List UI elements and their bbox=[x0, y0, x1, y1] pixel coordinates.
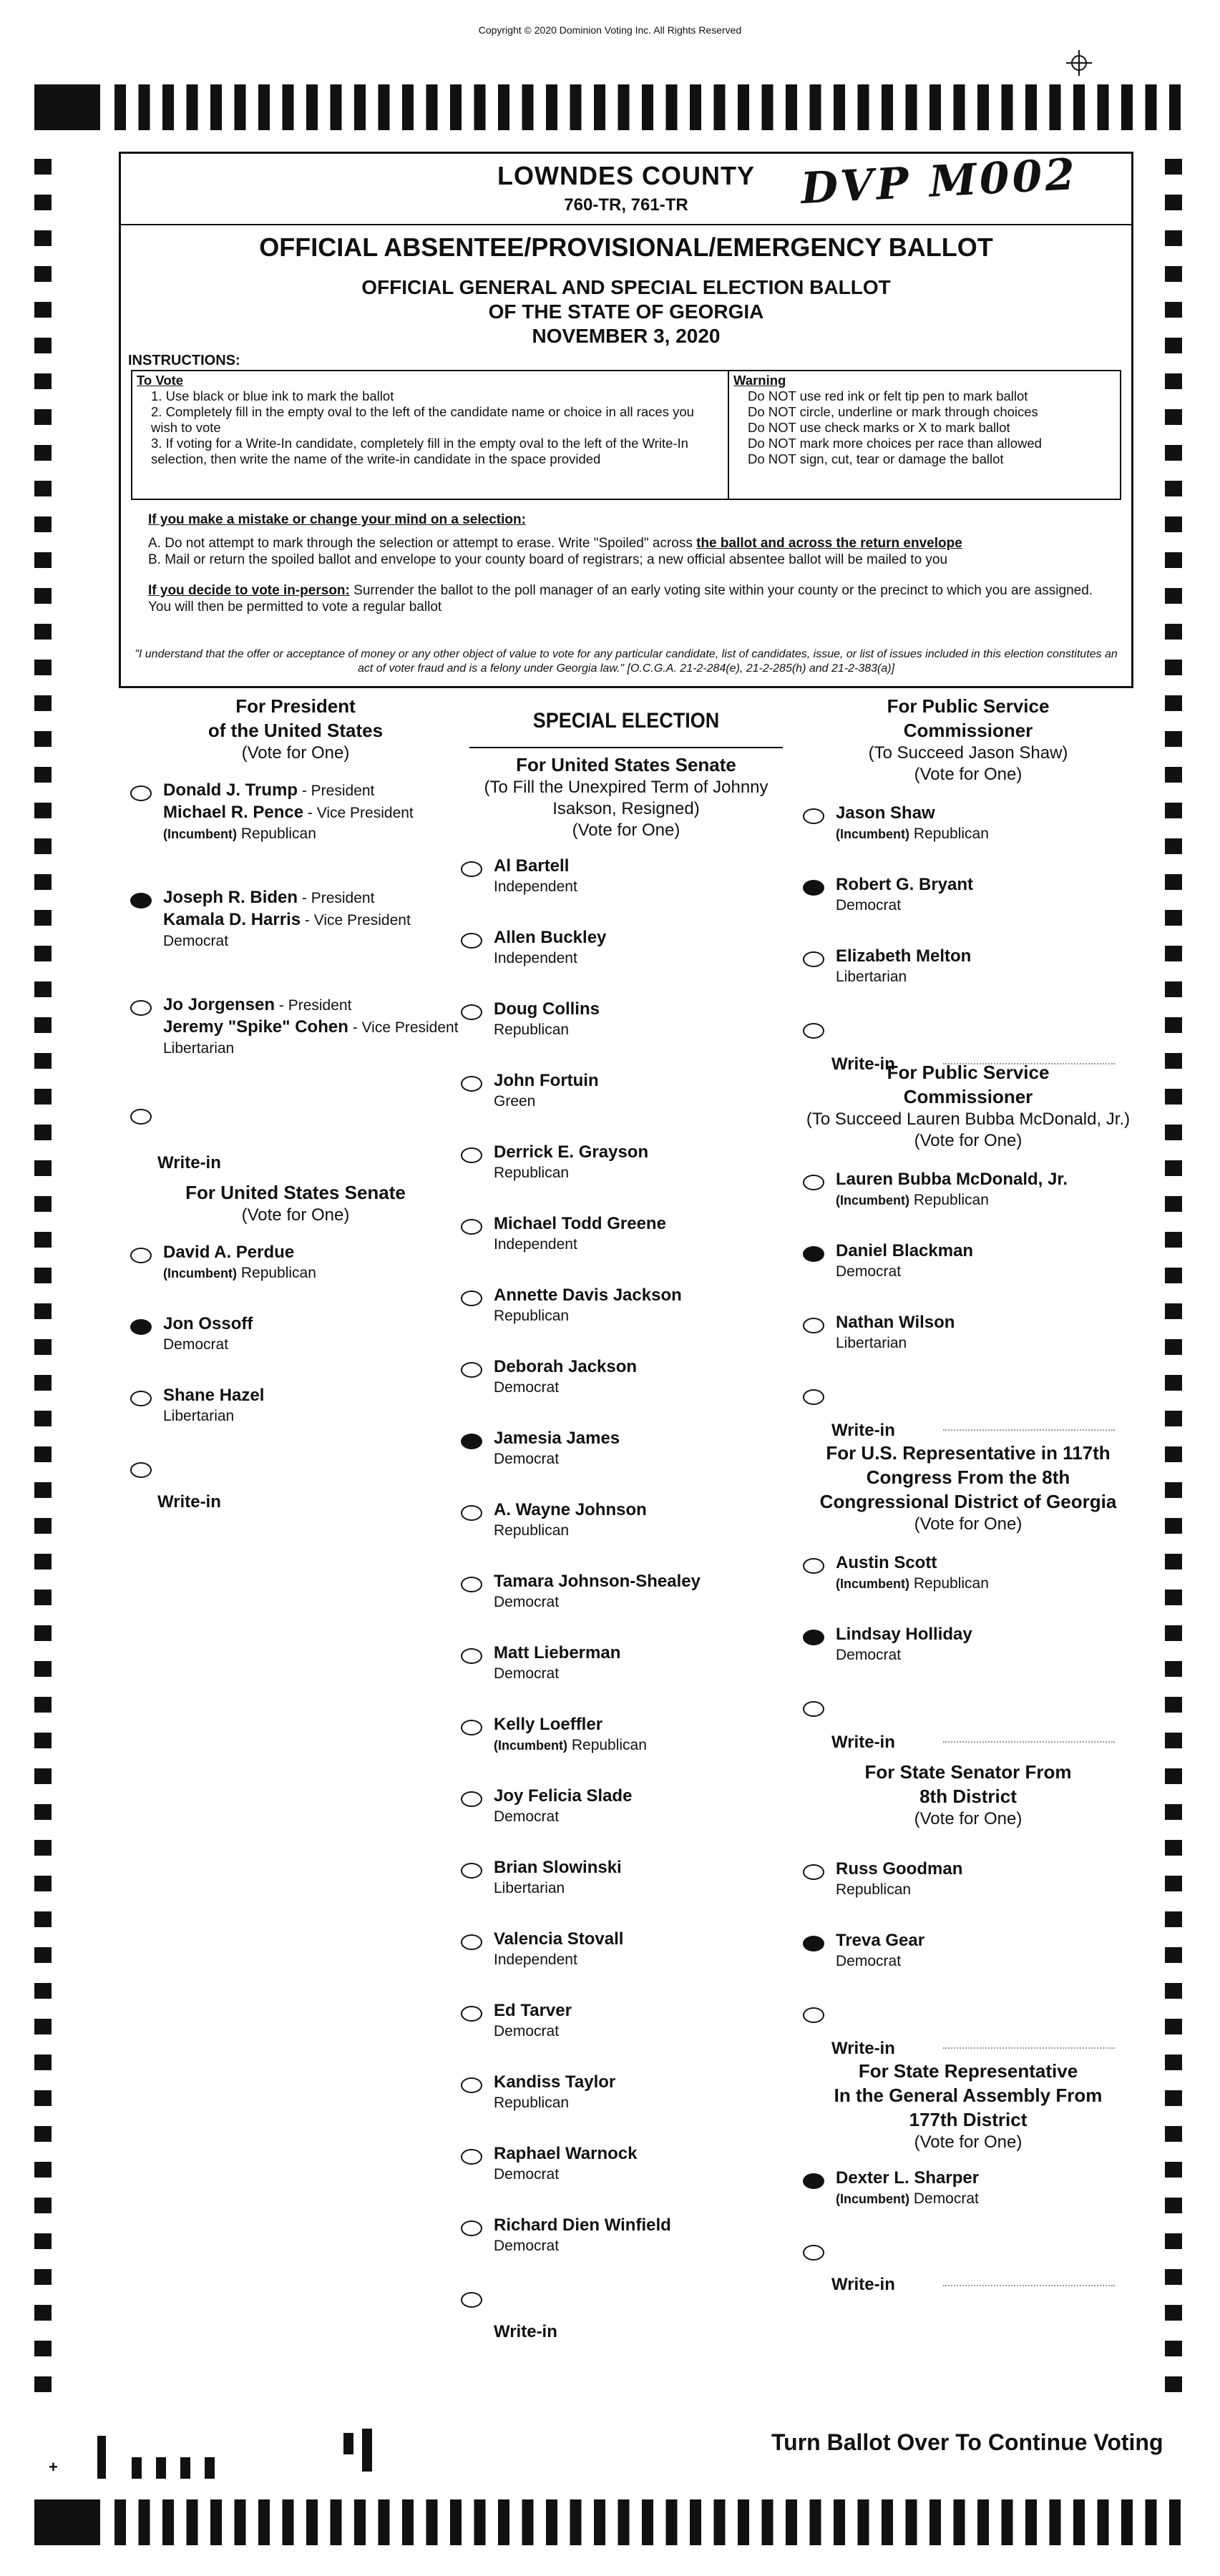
candidate-option[interactable] bbox=[458, 856, 794, 927]
party-label: Republican bbox=[913, 826, 989, 842]
candidate-option[interactable] bbox=[800, 874, 1136, 946]
party-label: Democrat bbox=[494, 1665, 560, 1682]
candidate-name: Derrick E. Grayson bbox=[494, 1142, 649, 1162]
candidate-party bbox=[494, 1449, 794, 1469]
ballot-oval[interactable] bbox=[461, 1291, 482, 1306]
candidate-party bbox=[494, 2236, 794, 2256]
candidate-name: Michael Todd Greene bbox=[494, 1214, 666, 1233]
race-subtitle: (To Fill the Unexpired Term of Johnny Isakson, Resigned) bbox=[484, 778, 768, 818]
ballot-oval[interactable] bbox=[803, 951, 824, 967]
candidate-option[interactable] bbox=[458, 1786, 794, 1857]
turn-ballot-over-note: Turn Ballot Over To Continue Voting bbox=[771, 2429, 1163, 2455]
race-title: For Public Service Commissioner bbox=[887, 695, 1050, 741]
candidate-name: Elizabeth Melton bbox=[836, 946, 972, 966]
candidate-option[interactable] bbox=[458, 1714, 794, 1786]
mistake-instructions bbox=[148, 511, 1114, 615]
vote-for-note: (Vote for One) bbox=[241, 743, 350, 763]
ballot-oval[interactable] bbox=[461, 1147, 482, 1163]
to-vote-instructions bbox=[132, 371, 729, 499]
party-label: Democrat bbox=[836, 1263, 902, 1280]
ballot-oval[interactable] bbox=[803, 1701, 824, 1717]
candidate-party bbox=[494, 1163, 794, 1183]
candidate-option[interactable] bbox=[458, 927, 794, 999]
candidate-name: Joy Felicia Slade bbox=[494, 1786, 633, 1806]
candidate-option[interactable] bbox=[800, 1624, 1136, 1695]
party-label: Libertarian bbox=[494, 1880, 565, 1896]
candidate-name: Valencia Stovall bbox=[494, 1929, 624, 1949]
ballot-oval[interactable] bbox=[461, 1004, 482, 1020]
ballot-oval[interactable] bbox=[461, 1863, 482, 1879]
party-label: Republican bbox=[494, 1165, 570, 1181]
candidate-option[interactable] bbox=[458, 1356, 794, 1428]
in-person-text: Surrender the ballot to the poll manager of an early voting site within your county or the precinct to which you are assigned. You will then be permitted to vote a regular ballot bbox=[148, 583, 1093, 614]
ballot-oval[interactable] bbox=[803, 2007, 824, 2023]
ballot-oval[interactable] bbox=[803, 1864, 824, 1880]
candidate-name: Deborah Jackson bbox=[494, 1357, 638, 1376]
candidate-option[interactable]: Jo Jorgensen - President Jeremy "Spike" Cohen - Vice President Libertarian bbox=[127, 994, 464, 1087]
registration-crosshair-icon bbox=[1066, 50, 1092, 76]
write-in-option[interactable] bbox=[800, 1017, 1136, 1096]
candidate-option[interactable]: Shane Hazel Libertarian bbox=[127, 1385, 464, 1456]
race-state-rep bbox=[800, 2059, 1136, 2318]
to-vote-step: 2. Completely fill in the empty oval to the left of the candidate name or choice in all races you wish to vote bbox=[151, 404, 694, 435]
race-subtitle: (To Succeed Lauren Bubba McDonald, Jr.) bbox=[806, 1110, 1131, 1129]
race-subtitle: (To Succeed Jason Shaw) bbox=[868, 743, 1068, 763]
candidate-option[interactable]: David A. Perdue (Incumbent) Republican bbox=[127, 1242, 464, 1313]
special-election-heading: SPECIAL ELECTION bbox=[532, 709, 720, 733]
ballot-oval[interactable] bbox=[130, 1391, 152, 1406]
candidate-list bbox=[800, 803, 1136, 1017]
candidate-option[interactable] bbox=[800, 803, 1136, 874]
candidate-option[interactable] bbox=[458, 2072, 794, 2143]
party-label: Democrat bbox=[494, 2166, 560, 2183]
party-label: Democrat bbox=[913, 2190, 979, 2207]
party-label: Green bbox=[494, 1093, 536, 1110]
candidate-list bbox=[800, 1858, 1136, 2002]
party-label: Republican bbox=[494, 1522, 570, 1539]
candidate-party bbox=[494, 2165, 794, 2185]
candidate-name: Richard Dien Winfield bbox=[494, 2215, 671, 2235]
candidate-option[interactable] bbox=[800, 1930, 1136, 2002]
ballot-oval-marked[interactable] bbox=[130, 893, 152, 909]
incumbent-label: (Incumbent) bbox=[494, 1738, 567, 1753]
candidate-name: Kandiss Taylor bbox=[494, 2072, 616, 2092]
party-label: Republican bbox=[494, 2095, 570, 2111]
candidate-party bbox=[836, 1951, 1136, 1972]
race-title: For U.S. Representative in 117th Congress From the 8th Congressional District of Georgia bbox=[819, 1442, 1117, 1512]
candidate-name: Lindsay Holliday bbox=[836, 1625, 972, 1644]
write-in-label: Write-in bbox=[157, 1153, 221, 1172]
candidate-party bbox=[494, 1735, 794, 1755]
election-title: OFFICIAL GENERAL AND SPECIAL ELECTION BALLOT OF THE STATE OF GEORGIA NOVEMBER 3, 2020 bbox=[361, 276, 891, 347]
candidate-party bbox=[494, 1664, 794, 1684]
ballot-oval[interactable] bbox=[461, 2292, 482, 2308]
candidate-name: Matt Lieberman bbox=[494, 1643, 621, 1662]
ballot-oval[interactable] bbox=[461, 933, 482, 949]
county-row bbox=[121, 149, 1131, 225]
write-in-label: Write-in bbox=[831, 2039, 895, 2058]
ballot-oval[interactable] bbox=[130, 1000, 152, 1016]
party-label: Republican bbox=[913, 1575, 989, 1592]
write-in-label: Write-in bbox=[831, 1421, 895, 1440]
candidate-party bbox=[836, 824, 1136, 844]
race-title: For State Representative In the General Assembly From 177th District bbox=[834, 2060, 1103, 2130]
party-label: Libertarian bbox=[836, 969, 907, 985]
mistake-heading: If you make a mistake or change your mind on a selection: bbox=[148, 512, 526, 527]
ballot-oval-marked[interactable] bbox=[130, 1319, 152, 1335]
party-label: Republican bbox=[494, 1022, 570, 1038]
ballot-oval[interactable] bbox=[803, 1318, 824, 1333]
candidate-party bbox=[836, 1880, 1136, 1900]
divider bbox=[469, 747, 783, 748]
candidate-list bbox=[800, 2168, 1136, 2239]
candidate-option[interactable] bbox=[458, 1428, 794, 1499]
ballot-oval[interactable] bbox=[803, 1175, 824, 1190]
candidate-party bbox=[494, 1235, 794, 1255]
write-in-option[interactable] bbox=[127, 1087, 464, 1180]
write-in-option[interactable] bbox=[800, 1695, 1136, 1774]
candidate-party bbox=[494, 1020, 794, 1040]
ballot-oval[interactable] bbox=[130, 1248, 152, 1263]
candidate-party bbox=[836, 896, 1136, 916]
candidate-name: A. Wayne Johnson bbox=[494, 1500, 647, 1519]
ballot-oval[interactable] bbox=[803, 2245, 824, 2261]
bottom-timing-marks bbox=[34, 2499, 1188, 2545]
party-label: Democrat bbox=[836, 1953, 902, 1969]
candidate-name: Jamesia James bbox=[494, 1429, 620, 1448]
candidate-list bbox=[800, 1169, 1136, 1384]
handwritten-annotation: DVP M002 bbox=[799, 149, 1079, 215]
vote-for-note: (Vote for One) bbox=[572, 821, 680, 840]
ballot-type-title: OFFICIAL ABSENTEE/PROVISIONAL/EMERGENCY BALLOT bbox=[259, 232, 993, 262]
incumbent-label: (Incumbent) bbox=[836, 2192, 909, 2206]
candidate-option[interactable] bbox=[800, 1169, 1136, 1240]
party-label: Democrat bbox=[836, 897, 902, 914]
write-in-option[interactable] bbox=[458, 2286, 794, 2365]
column-1 bbox=[127, 694, 464, 1535]
race-psc-2 bbox=[800, 1060, 1136, 1462]
candidate-name: Robert G. Bryant bbox=[836, 875, 974, 894]
candidate-option[interactable] bbox=[458, 1571, 794, 1642]
candidate-name: Al Bartell bbox=[494, 856, 570, 876]
candidate-party bbox=[494, 949, 794, 969]
candidate-option[interactable] bbox=[458, 1213, 794, 1285]
warning-heading: Warning bbox=[733, 373, 786, 388]
left-timing-marks bbox=[34, 159, 52, 2405]
party-label: Republican bbox=[494, 1308, 570, 1324]
write-in-option[interactable] bbox=[800, 2002, 1136, 2080]
ballot-oval[interactable] bbox=[461, 1577, 482, 1592]
write-in-label: Write-in bbox=[494, 2322, 557, 2341]
ballot-oval-marked[interactable] bbox=[803, 1630, 824, 1645]
ballot-oval[interactable] bbox=[461, 1076, 482, 1092]
candidate-option[interactable] bbox=[458, 1142, 794, 1213]
mistake-step-a: A. Do not attempt to mark through the selection or attempt to erase. Write "Spoiled" across bbox=[148, 536, 693, 551]
candidate-name: Raphael Warnock bbox=[494, 2144, 638, 2163]
ballot-oval[interactable] bbox=[461, 1362, 482, 1378]
ballot-oval[interactable] bbox=[461, 2149, 482, 2165]
candidate-option[interactable]: Joseph R. Biden - President Kamala D. Harris - Vice President Democrat bbox=[127, 887, 464, 994]
vote-for-note: (Vote for One) bbox=[914, 2132, 1023, 2152]
write-in-line bbox=[943, 2285, 1115, 2286]
ballot-oval[interactable] bbox=[461, 861, 482, 877]
party-label: Republican bbox=[913, 1192, 989, 1208]
incumbent-label: (Incumbent) bbox=[836, 1193, 909, 1208]
to-vote-heading: To Vote bbox=[137, 373, 184, 388]
mistake-step-b: B. Mail or return the spoiled ballot and envelope to your county board of registrars; a new official absentee ballot will be mailed to you bbox=[148, 552, 948, 567]
ballot-oval-marked[interactable] bbox=[803, 1246, 824, 1262]
ballot-oval[interactable] bbox=[461, 1791, 482, 1807]
candidate-party bbox=[836, 1190, 1136, 1210]
warning-item: Do NOT circle, underline or mark through choices bbox=[748, 404, 1038, 419]
race-title: For President of the United States bbox=[208, 695, 384, 741]
voter-fraud-notice: "I understand that the offer or acceptance of money or any other object of value to vote for any particular candidate, list of candidates, issue, or list of issues included in this election constitutes an act of voter fraud and is a felony under Georgia law." [O.C.G.A. 21-2-284(e), 21-2-285(h) and 21-2-383(a)] bbox=[135, 648, 1118, 675]
race-state-senate bbox=[800, 1760, 1136, 2080]
candidate-option[interactable] bbox=[800, 1858, 1136, 1930]
ballot-oval[interactable] bbox=[803, 1558, 824, 1574]
candidate-name: Nathan Wilson bbox=[836, 1313, 955, 1332]
race-us-senate bbox=[127, 1180, 464, 1535]
ballot-oval[interactable] bbox=[461, 1219, 482, 1235]
candidate-name: Doug Collins bbox=[494, 999, 600, 1019]
candidate-party bbox=[494, 1306, 794, 1326]
warning-item: Do NOT use red ink or felt tip pen to mark ballot bbox=[748, 388, 1028, 403]
race-president bbox=[127, 694, 464, 1180]
write-in-line bbox=[943, 1063, 1115, 1064]
ballot-oval[interactable] bbox=[461, 1720, 482, 1735]
to-vote-step: 1. Use black or blue ink to mark the ballot bbox=[151, 388, 394, 403]
copyright-notice: Copyright © 2020 Dominion Voting Inc. All Rights Reserved bbox=[478, 24, 742, 36]
candidate-name: Austin Scott bbox=[836, 1553, 937, 1572]
candidate-option[interactable] bbox=[800, 1312, 1136, 1384]
candidate-option[interactable] bbox=[800, 1552, 1136, 1624]
instructions-box bbox=[131, 370, 1121, 500]
write-in-option[interactable] bbox=[800, 2239, 1136, 2318]
candidate-name: Tamara Johnson-Shealey bbox=[494, 1572, 701, 1591]
candidate-option[interactable] bbox=[800, 1240, 1136, 1312]
race-title: For United States Senate bbox=[185, 1182, 406, 1203]
candidate-option[interactable] bbox=[458, 2143, 794, 2215]
party-label: Independent bbox=[494, 1951, 577, 1968]
candidate-name: Daniel Blackman bbox=[836, 1241, 974, 1260]
write-in-line bbox=[943, 1741, 1115, 1743]
ballot-oval[interactable] bbox=[461, 2220, 482, 2236]
incumbent-label: (Incumbent) bbox=[836, 1577, 909, 1591]
candidate-party bbox=[494, 1378, 794, 1398]
write-in-label: Write-in bbox=[831, 1733, 895, 1752]
registration-mark: + bbox=[49, 2458, 58, 2476]
ballot-oval[interactable] bbox=[461, 1505, 482, 1521]
candidate-list bbox=[458, 856, 794, 2286]
candidate-option[interactable] bbox=[800, 2168, 1136, 2239]
ballot-oval[interactable] bbox=[803, 808, 824, 824]
incumbent-label: (Incumbent) bbox=[836, 827, 909, 841]
candidate-party bbox=[494, 1879, 794, 1899]
instructions-label: INSTRUCTIONS: bbox=[128, 353, 240, 368]
warning-item: Do NOT use check marks or X to mark ballot bbox=[748, 420, 1010, 435]
candidate-name: Treva Gear bbox=[836, 1931, 925, 1950]
ballot-oval[interactable] bbox=[461, 2006, 482, 2022]
mistake-step-a-emphasis: the ballot and across the return envelope bbox=[696, 536, 962, 551]
candidate-party bbox=[836, 967, 1136, 987]
party-label: Democrat bbox=[494, 2023, 560, 2039]
candidate-name: Brian Slowinski bbox=[494, 1858, 622, 1877]
candidate-party bbox=[836, 2189, 1136, 2209]
candidate-option[interactable] bbox=[458, 1499, 794, 1571]
candidate-party bbox=[494, 2022, 794, 2042]
column-3 bbox=[800, 694, 1136, 2318]
ballot-oval-marked[interactable] bbox=[803, 1936, 824, 1951]
candidate-option[interactable] bbox=[458, 1070, 794, 1142]
candidate-option[interactable] bbox=[800, 946, 1136, 1017]
write-in-option[interactable] bbox=[800, 1384, 1136, 1462]
vote-for-note: (Vote for One) bbox=[914, 1131, 1023, 1150]
candidate-option[interactable] bbox=[458, 1285, 794, 1356]
column-2 bbox=[458, 694, 794, 2365]
write-in-line bbox=[943, 2047, 1115, 2049]
ballot-oval[interactable] bbox=[803, 1389, 824, 1405]
write-in-option[interactable] bbox=[127, 1456, 464, 1535]
candidate-name: Lauren Bubba McDonald, Jr. bbox=[836, 1170, 1068, 1189]
candidate-option[interactable]: Jon Ossoff Democrat bbox=[127, 1313, 464, 1385]
race-psc-1 bbox=[800, 694, 1136, 1096]
bottom-id-marks bbox=[43, 2429, 401, 2479]
warning-item: Do NOT mark more choices per race than allowed bbox=[748, 436, 1042, 451]
party-label: Democrat bbox=[494, 1451, 560, 1467]
candidate-name: Allen Buckley bbox=[494, 928, 607, 947]
ballot-header bbox=[119, 149, 1133, 688]
candidate-option[interactable] bbox=[458, 2215, 794, 2286]
ballot-oval-marked[interactable] bbox=[803, 2173, 824, 2189]
candidate-party bbox=[494, 1807, 794, 1827]
candidate-party bbox=[494, 2093, 794, 2113]
precinct-codes: 760-TR, 761-TR bbox=[564, 195, 688, 215]
party-label: Republican bbox=[571, 1737, 647, 1753]
ballot-oval[interactable] bbox=[130, 785, 152, 801]
candidate-name: Jason Shaw bbox=[836, 803, 935, 823]
candidate-party bbox=[494, 1950, 794, 1970]
party-label: Independent bbox=[494, 1236, 577, 1253]
race-title: For Public Service Commissioner bbox=[887, 1062, 1050, 1107]
party-label: Democrat bbox=[494, 2238, 560, 2254]
candidate-option[interactable] bbox=[458, 1929, 794, 2000]
party-label: Republican bbox=[836, 1881, 912, 1898]
warning-item: Do NOT sign, cut, tear or damage the ballot bbox=[748, 451, 1004, 466]
candidate-party bbox=[494, 1521, 794, 1541]
party-label: Independent bbox=[494, 878, 577, 895]
ballot-oval[interactable] bbox=[130, 1109, 152, 1125]
candidate-option[interactable] bbox=[458, 2000, 794, 2072]
candidate-list bbox=[800, 1552, 1136, 1695]
party-label: Democrat bbox=[494, 1379, 560, 1396]
party-label: Democrat bbox=[494, 1594, 560, 1610]
right-timing-marks bbox=[1165, 159, 1182, 2405]
top-timing-marks bbox=[34, 84, 1188, 130]
vote-for-note: (Vote for One) bbox=[914, 1809, 1023, 1828]
warning-instructions bbox=[729, 371, 1120, 499]
candidate-party bbox=[494, 877, 794, 897]
party-label: Democrat bbox=[494, 1808, 560, 1825]
candidate-name: Dexter L. Sharper bbox=[836, 2168, 980, 2188]
candidate-party bbox=[494, 1092, 794, 1112]
candidate-party bbox=[836, 1333, 1136, 1353]
vote-for-note: (Vote for One) bbox=[914, 1514, 1023, 1534]
write-in-line bbox=[943, 1429, 1115, 1431]
ballot-oval[interactable] bbox=[803, 1023, 824, 1039]
race-title: For State Senator From 8th District bbox=[864, 1761, 1072, 1807]
party-label: Independent bbox=[494, 950, 577, 966]
ballot-oval-marked[interactable] bbox=[461, 1434, 482, 1449]
candidate-name: Ed Tarver bbox=[494, 2001, 572, 2020]
ballot-oval[interactable] bbox=[461, 1648, 482, 1664]
ballot-oval[interactable] bbox=[461, 2077, 482, 2093]
candidate-name: Russ Goodman bbox=[836, 1859, 963, 1879]
write-in-label: Write-in bbox=[831, 1054, 895, 1074]
candidate-option[interactable] bbox=[458, 1857, 794, 1929]
race-congress bbox=[800, 1441, 1136, 1774]
in-person-heading: If you decide to vote in-person: bbox=[148, 583, 350, 598]
ballot-oval[interactable] bbox=[461, 1934, 482, 1950]
candidate-name: Annette Davis Jackson bbox=[494, 1285, 682, 1305]
candidate-option[interactable]: Donald J. Trump - President Michael R. Pence - Vice President (Incumbent) Republican bbox=[127, 780, 464, 887]
ballot-oval[interactable] bbox=[130, 1462, 152, 1478]
write-in-label: Write-in bbox=[157, 1492, 221, 1512]
vote-for-note: (Vote for One) bbox=[241, 1205, 350, 1225]
ballot-oval-marked[interactable] bbox=[803, 880, 824, 896]
party-label: Democrat bbox=[836, 1647, 902, 1663]
candidate-option[interactable] bbox=[458, 1642, 794, 1714]
candidate-party bbox=[836, 1645, 1136, 1665]
candidate-party bbox=[836, 1574, 1136, 1594]
candidate-party bbox=[494, 1592, 794, 1612]
to-vote-step: 3. If voting for a Write-In candidate, completely fill in the empty oval to the left of the Write-In selection, then write the name of the write-in candidate in the space provided bbox=[151, 436, 688, 466]
party-label: Libertarian bbox=[836, 1335, 907, 1351]
race-title: For United States Senate bbox=[516, 754, 736, 775]
candidate-option[interactable] bbox=[458, 999, 794, 1070]
candidate-name: Kelly Loeffler bbox=[494, 1715, 603, 1734]
vote-for-note: (Vote for One) bbox=[914, 765, 1023, 784]
candidate-party bbox=[836, 1262, 1136, 1282]
write-in-label: Write-in bbox=[831, 2275, 895, 2294]
county-name: LOWNDES COUNTY bbox=[497, 161, 755, 190]
candidate-name: John Fortuin bbox=[494, 1071, 599, 1090]
